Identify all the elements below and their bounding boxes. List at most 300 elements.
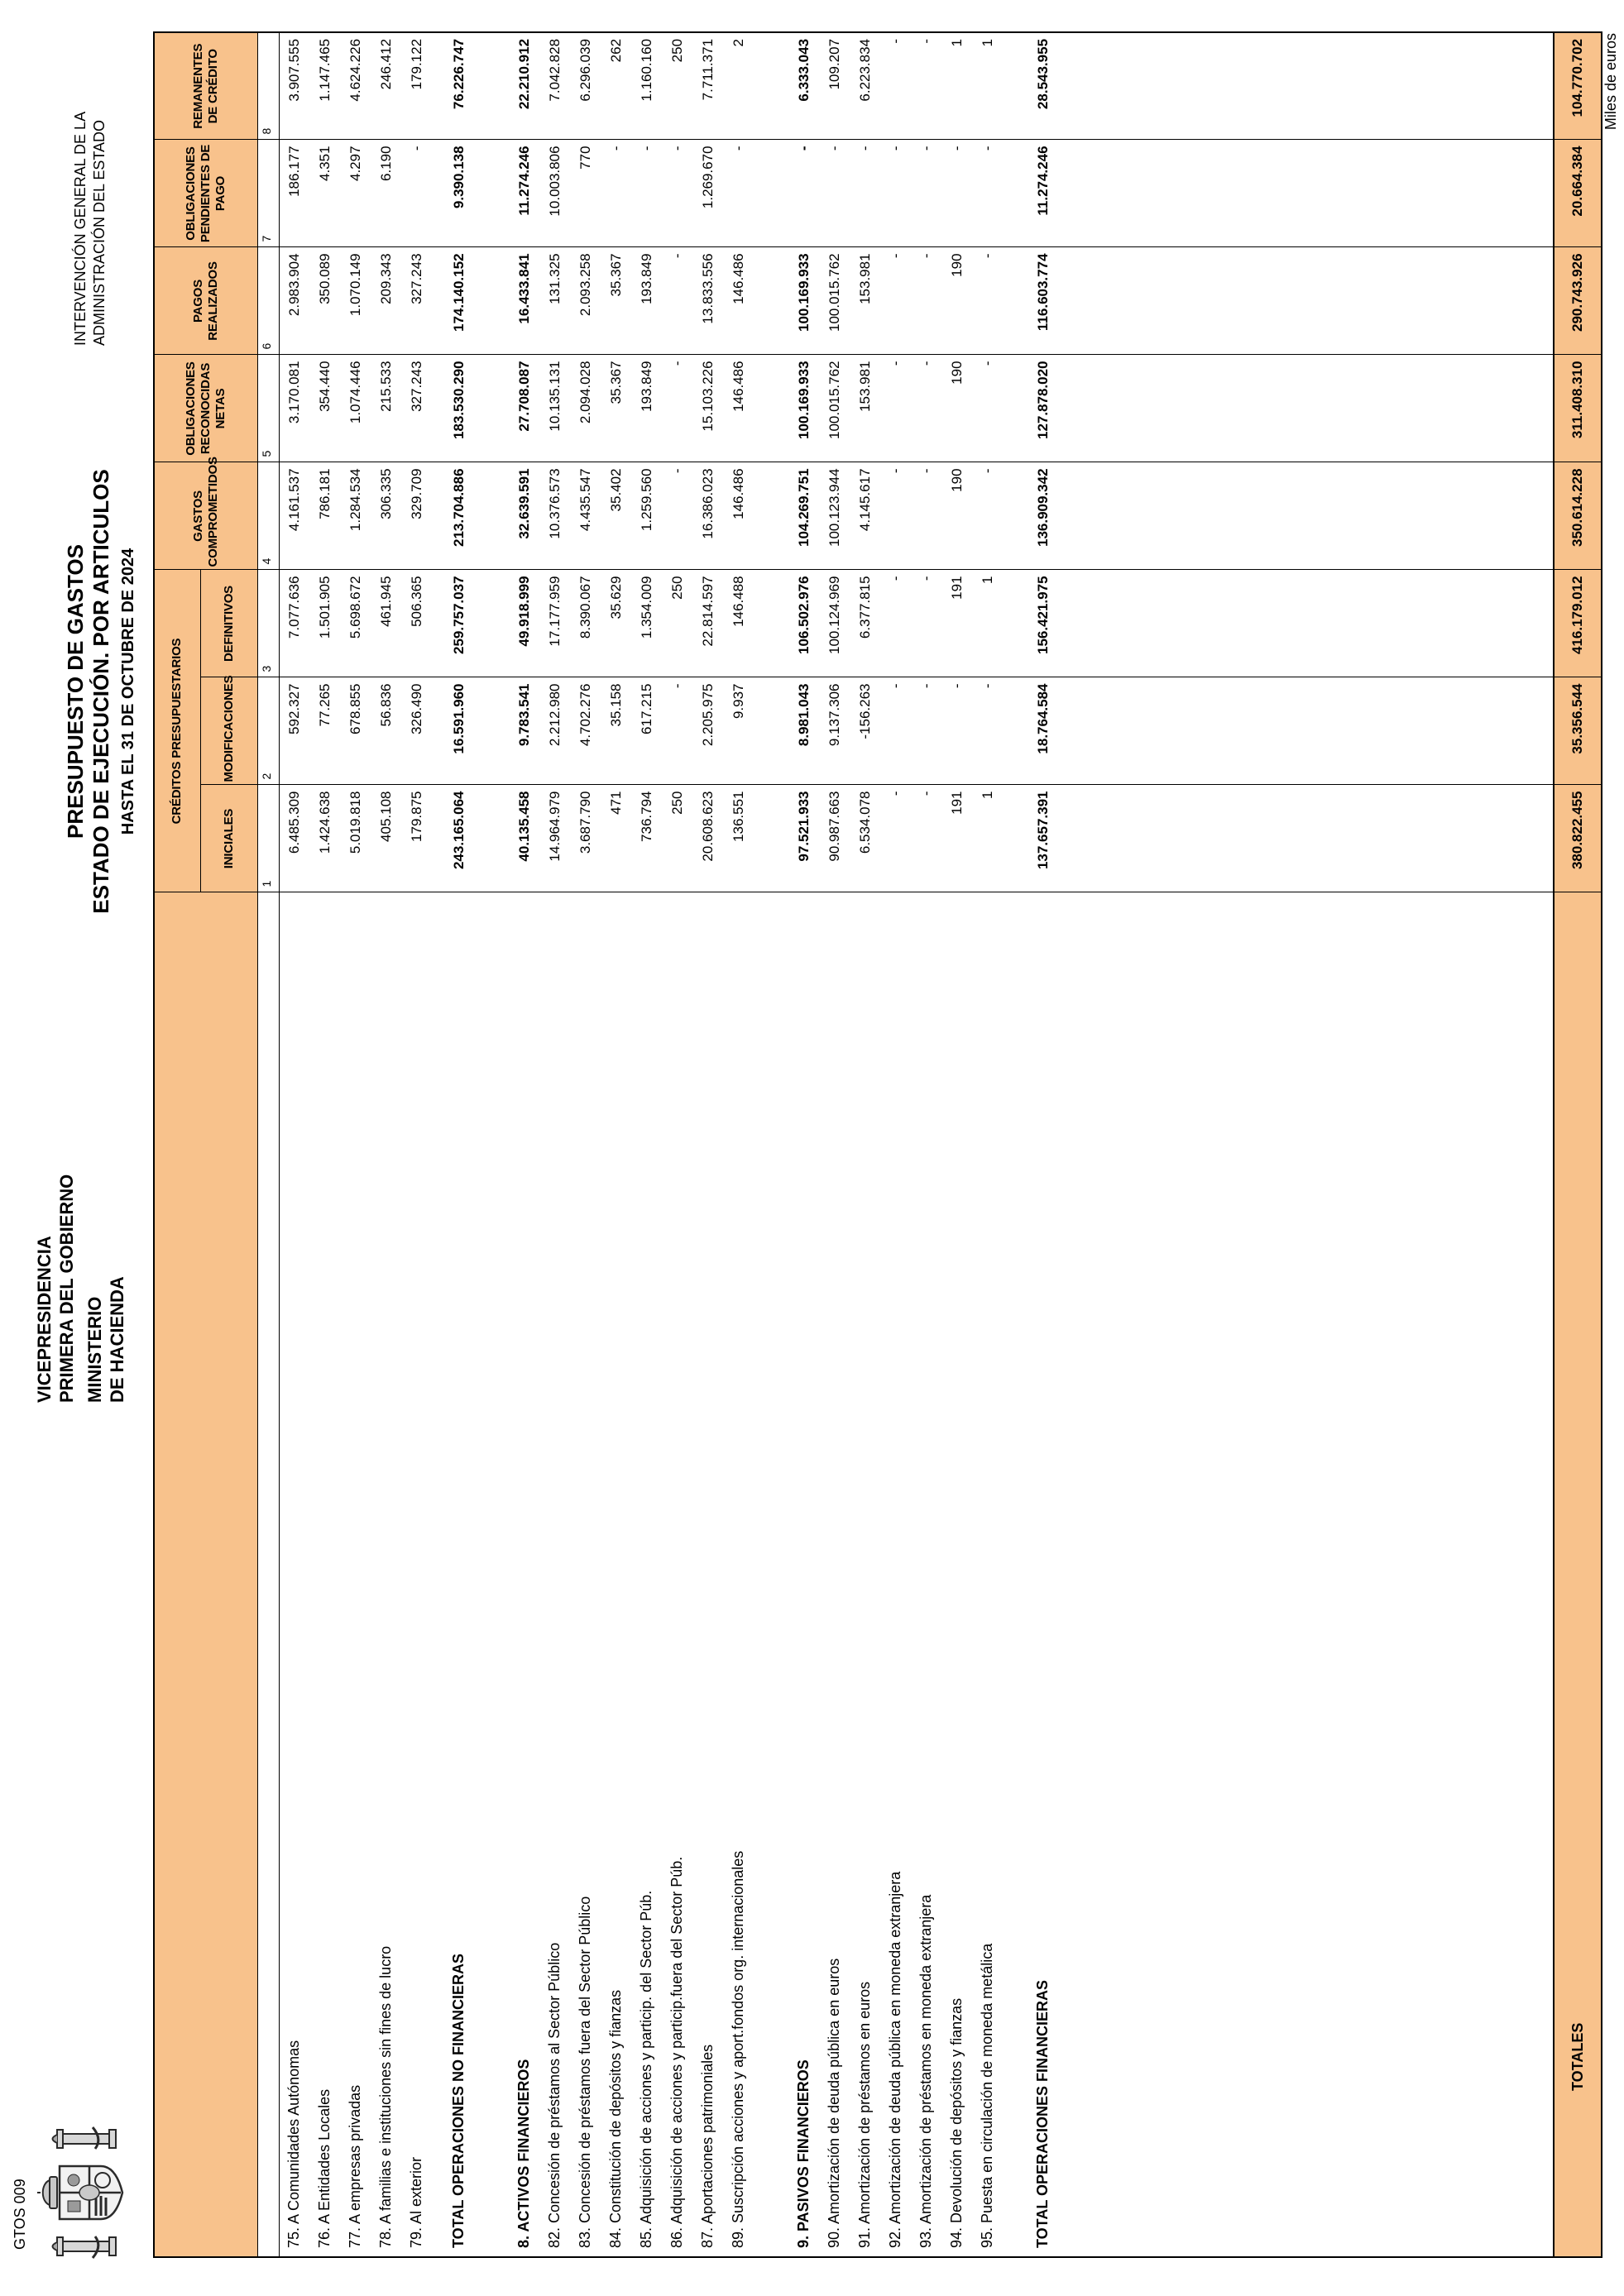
spacer-row [1003,32,1028,2257]
value-cell: 311.408.310 [1554,355,1602,462]
value-cell: 136.909.342 [1028,462,1058,570]
value-cell: - [880,140,911,247]
value-cell [474,140,509,247]
table-row [601,32,631,2257]
value-cell: 4.145.617 [850,462,880,570]
value-cell: 213.704.886 [443,462,474,570]
value-cell [432,140,443,247]
column-header-pagos-realizados: PAGOS REALIZADOS [154,247,257,355]
value-cell: 1.269.670 [692,140,723,247]
spacer-row [1058,32,1554,2257]
units-note: Miles de euros [1602,33,1619,131]
value-cell: 17.177.959 [539,570,570,677]
row-label: 82. Concesión de préstamos al Sector Público [539,892,570,2257]
value-cell: - [911,355,941,462]
ministry-line: MINISTERIO [84,1296,105,1403]
value-cell: - [941,677,972,785]
value-cell: 146.486 [723,462,754,570]
value-cell: 1.354.009 [631,570,662,677]
value-cell: 6.485.309 [279,785,309,892]
value-cell: - [850,140,880,247]
value-cell: - [723,140,754,247]
value-cell: 209.343 [371,247,401,355]
value-cell: - [880,677,911,785]
value-cell: 2.212.980 [539,677,570,785]
value-cell: 137.657.391 [1028,785,1058,892]
value-cell [432,355,443,462]
value-cell: 5.019.818 [340,785,371,892]
value-cell: 100.169.933 [788,247,819,355]
value-cell: 35.402 [601,462,631,570]
table-row [539,32,570,2257]
value-cell: 5.698.672 [340,570,371,677]
value-cell: 7.711.371 [692,32,723,140]
row-label: 90. Amortización de deuda pública en euros [819,892,850,2257]
value-cell [1058,570,1554,677]
row-label [754,892,788,2257]
value-cell [432,247,443,355]
value-cell: 6.377.815 [850,570,880,677]
value-cell: 35.158 [601,677,631,785]
value-cell: 4.351 [309,140,340,247]
value-cell: 4.297 [340,140,371,247]
value-cell: 7.042.828 [539,32,570,140]
value-cell: -156.263 [850,677,880,785]
value-cell: 1.501.905 [309,570,340,677]
value-cell [1003,785,1028,892]
value-cell [1058,785,1554,892]
table-row [631,32,662,2257]
value-cell: 350.614.228 [1554,462,1602,570]
value-cell: 678.855 [340,677,371,785]
value-cell: 6.296.039 [570,32,601,140]
value-cell: 380.822.455 [1554,785,1602,892]
value-cell [1058,677,1554,785]
column-header-obligaciones-reconocidas: OBLIGACIONES RECONOCIDAS NETAS [154,355,257,462]
value-cell [432,462,443,570]
value-cell: 786.181 [309,462,340,570]
value-cell: 104.269.751 [788,462,819,570]
desc-column-header [154,892,257,2257]
value-cell [1003,570,1028,677]
column-number: 4 [257,462,279,570]
value-cell: 1.284.534 [340,462,371,570]
value-cell: 4.624.226 [340,32,371,140]
value-cell: 6.223.834 [850,32,880,140]
value-cell: 191 [941,785,972,892]
value-cell: - [788,140,819,247]
value-cell [1058,462,1554,570]
value-cell: 35.367 [601,355,631,462]
value-cell [1003,462,1028,570]
value-cell: - [880,570,911,677]
value-cell: - [819,140,850,247]
value-cell: 2.093.258 [570,247,601,355]
corner-cell [257,892,279,2257]
value-cell: 32.639.591 [509,462,539,570]
value-cell: 6.534.078 [850,785,880,892]
row-label: 84. Constitución de depósitos y fianzas [601,892,631,2257]
igae-block [71,112,109,346]
value-cell: 104.770.702 [1554,32,1602,140]
value-cell: - [972,140,1003,247]
value-cell: 4.435.547 [570,462,601,570]
value-cell: 506.365 [401,570,432,677]
value-cell: 250 [662,32,692,140]
value-cell: 6.333.043 [788,32,819,140]
value-cell: 191 [941,570,972,677]
ministry-block [33,1174,128,1403]
value-cell: 190 [941,247,972,355]
value-cell: 10.003.806 [539,140,570,247]
table-row [692,32,723,2257]
value-cell: - [911,677,941,785]
table-row [972,32,1003,2257]
value-cell: 1.070.149 [340,247,371,355]
row-label [1003,892,1028,2257]
column-header-modificaciones: MODIFICACIONES [200,677,257,785]
column-number: 5 [257,355,279,462]
value-cell: 617.215 [631,677,662,785]
table-row [340,32,371,2257]
igae-line: ADMINISTRACIÓN DEL ESTADO [91,119,108,346]
value-cell: 109.207 [819,32,850,140]
value-cell: 100.123.944 [819,462,850,570]
value-cell [754,677,788,785]
table-row [309,32,340,2257]
row-label: TOTALES [1554,892,1602,2257]
ministry-line: VICEPRESIDENCIA [34,1236,55,1403]
title-line-3: HASTA EL 31 DE OCTUBRE DE 2024 [119,548,137,835]
value-cell: - [911,247,941,355]
value-cell [1003,32,1028,140]
value-cell: 179.875 [401,785,432,892]
value-cell [1003,247,1028,355]
value-cell: 215.533 [371,355,401,462]
value-cell: 100.015.762 [819,247,850,355]
value-cell: 250 [662,570,692,677]
value-cell: 9.137.306 [819,677,850,785]
value-cell: 127.878.020 [1028,355,1058,462]
value-cell: 9.783.541 [509,677,539,785]
value-cell [754,570,788,677]
value-cell [1003,677,1028,785]
value-cell: 14.964.979 [539,785,570,892]
value-cell [432,570,443,677]
value-cell [432,677,443,785]
table-row [941,32,972,2257]
value-cell [754,785,788,892]
value-cell: 4.702.276 [570,677,601,785]
value-cell: 2.094.028 [570,355,601,462]
value-cell [1003,140,1028,247]
table-row [819,32,850,2257]
value-cell: 35.629 [601,570,631,677]
value-cell: 350.089 [309,247,340,355]
budget-table [153,31,1602,2258]
row-label: TOTAL OPERACIONES FINANCIERAS [1028,892,1058,2257]
value-cell [474,355,509,462]
form-code: GTOS 009 [12,2179,28,2250]
value-cell: - [911,785,941,892]
row-label: 83. Concesión de préstamos fuera del Sector Público [570,892,601,2257]
value-cell: 100.015.762 [819,355,850,462]
value-cell: 40.135.458 [509,785,539,892]
value-cell: 16.386.023 [692,462,723,570]
value-cell: 1 [972,570,1003,677]
column-header-remanentes: REMANENTES DE CRÉDITO [154,32,257,140]
value-cell: 11.274.246 [1028,140,1058,247]
value-cell [1058,247,1554,355]
row-label: 75. A Comunidades Autónomas [279,892,309,2257]
column-numbers-row [257,32,279,2257]
table-row [788,32,819,2257]
value-cell: 106.502.976 [788,570,819,677]
value-cell: - [880,247,911,355]
value-cell: 262 [601,32,631,140]
value-cell: - [880,355,911,462]
value-cell: 20.664.384 [1554,140,1602,247]
column-header-gastos-comprometidos: GASTOS COMPROMETIDOS [154,462,257,570]
value-cell: 28.543.955 [1028,32,1058,140]
title-line-2: ESTADO DE EJECUCIÓN. POR ARTICULOS [89,469,113,914]
spacer-row [474,32,509,2257]
value-cell: 190 [941,355,972,462]
value-cell [754,32,788,140]
report-title [63,377,138,1006]
value-cell: - [662,140,692,247]
value-cell: 9.390.138 [443,140,474,247]
value-cell [474,785,509,892]
value-cell [754,462,788,570]
value-cell: 770 [570,140,601,247]
table-row [1554,32,1602,2257]
title-line-1: PRESUPUESTO DE GASTOS [63,544,88,839]
table-row [723,32,754,2257]
value-cell: 22.814.597 [692,570,723,677]
value-cell: - [972,677,1003,785]
row-label: 77. A empresas privadas [340,892,371,2257]
value-cell: - [880,462,911,570]
ministry-line: DE HACIENDA [107,1276,127,1403]
value-cell: - [631,140,662,247]
table-row [401,32,432,2257]
value-cell: 3.687.790 [570,785,601,892]
value-cell: 3.170.081 [279,355,309,462]
value-cell: 15.103.226 [692,355,723,462]
value-cell: 10.135.131 [539,355,570,462]
row-label: 9. PASIVOS FINANCIEROS [788,892,819,2257]
value-cell: 327.243 [401,247,432,355]
table-row [911,32,941,2257]
row-label: 93. Amortización de préstamos en moneda extranjera [911,892,941,2257]
value-cell: 116.603.774 [1028,247,1058,355]
value-cell: 35.356.544 [1554,677,1602,785]
value-cell: 77.265 [309,677,340,785]
value-cell: 56.836 [371,677,401,785]
value-cell: 76.226.747 [443,32,474,140]
value-cell [754,355,788,462]
value-cell [1003,355,1028,462]
value-cell: 97.521.933 [788,785,819,892]
spacer-row [432,32,443,2257]
value-cell: - [911,32,941,140]
table-row [662,32,692,2257]
row-label: 79. Al exterior [401,892,432,2257]
value-cell [474,462,509,570]
value-cell [474,570,509,677]
group-column-header: CRÉDITOS PRESUPUESTARIOS [154,570,200,892]
value-cell: - [911,462,941,570]
value-cell: - [662,355,692,462]
value-cell: 183.530.290 [443,355,474,462]
value-cell: 306.335 [371,462,401,570]
column-number: 3 [257,570,279,677]
value-cell: - [401,140,432,247]
value-cell: 6.190 [371,140,401,247]
value-cell: 471 [601,785,631,892]
row-label: 76. A Entidades Locales [309,892,340,2257]
value-cell: 1.424.638 [309,785,340,892]
column-number: 1 [257,785,279,892]
value-cell: 416.179.012 [1554,570,1602,677]
value-cell [474,247,509,355]
row-label [432,892,443,2257]
table-row [371,32,401,2257]
row-label: 95. Puesta en circulación de moneda metálica [972,892,1003,2257]
value-cell: 290.743.926 [1554,247,1602,355]
value-cell: 1.259.560 [631,462,662,570]
value-cell: - [911,140,941,247]
row-label: 87. Aportaciones patrimoniales [692,892,723,2257]
table-row [1028,32,1058,2257]
value-cell: 250 [662,785,692,892]
column-header-obligaciones-pendientes: OBLIGACIONES PENDIENTES DE PAGO [154,140,257,247]
value-cell: 146.486 [723,247,754,355]
value-cell: 186.177 [279,140,309,247]
table-row [570,32,601,2257]
igae-line: INTERVENCIÓN GENERAL DE LA [72,111,89,346]
value-cell: 16.591.960 [443,677,474,785]
row-label: 8. ACTIVOS FINANCIEROS [509,892,539,2257]
spacer-row [754,32,788,2257]
value-cell: 329.709 [401,462,432,570]
value-cell: 1.160.160 [631,32,662,140]
value-cell: 136.551 [723,785,754,892]
row-label: 92. Amortización de deuda pública en moneda extranjera [880,892,911,2257]
value-cell [1058,140,1554,247]
value-cell: 354.440 [309,355,340,462]
value-cell: 1 [941,32,972,140]
value-cell [474,677,509,785]
value-cell: 20.608.623 [692,785,723,892]
value-cell: 49.918.999 [509,570,539,677]
value-cell: 326.490 [401,677,432,785]
value-cell [474,32,509,140]
value-cell: 4.161.537 [279,462,309,570]
value-cell: 7.077.636 [279,570,309,677]
value-cell: - [662,462,692,570]
value-cell: 736.794 [631,785,662,892]
value-cell: 174.140.152 [443,247,474,355]
row-label: 78. A familias e instituciones sin fines de lucro [371,892,401,2257]
value-cell [1058,32,1554,140]
value-cell: 153.981 [850,355,880,462]
table-row [279,32,309,2257]
value-cell [432,32,443,140]
value-cell: 13.833.556 [692,247,723,355]
value-cell: 327.243 [401,355,432,462]
value-cell: 100.124.969 [819,570,850,677]
row-label [474,892,509,2257]
value-cell: 2 [723,32,754,140]
value-cell: - [911,570,941,677]
ministry-line: PRIMERA DEL GOBIERNO [56,1174,77,1403]
spain-coat-of-arms [36,2117,136,2268]
value-cell: - [662,677,692,785]
value-cell: 2.205.975 [692,677,723,785]
value-cell: 246.412 [371,32,401,140]
row-label: 89. Suscripción acciones y aport.fondos org. internacionales [723,892,754,2257]
value-cell: 27.708.087 [509,355,539,462]
value-cell: 179.122 [401,32,432,140]
value-cell [1058,355,1554,462]
table-row [850,32,880,2257]
value-cell: - [662,247,692,355]
value-cell: 35.367 [601,247,631,355]
value-cell: 90.987.663 [819,785,850,892]
value-cell: 153.981 [850,247,880,355]
value-cell: 22.210.912 [509,32,539,140]
value-cell: 16.433.841 [509,247,539,355]
value-cell: 193.849 [631,355,662,462]
value-cell: 131.325 [539,247,570,355]
value-cell: 1 [972,785,1003,892]
value-cell: 259.757.037 [443,570,474,677]
row-label: 94. Devolución de depósitos y fianzas [941,892,972,2257]
row-label: 85. Adquisición de acciones y particip. del Sector Púb. [631,892,662,2257]
value-cell: - [972,247,1003,355]
value-cell: 156.421.975 [1028,570,1058,677]
value-cell: - [972,355,1003,462]
value-cell: 11.274.246 [509,140,539,247]
table-row [443,32,474,2257]
value-cell: - [601,140,631,247]
value-cell: 1.147.465 [309,32,340,140]
column-number: 2 [257,677,279,785]
value-cell: 8.981.043 [788,677,819,785]
value-cell [754,140,788,247]
value-cell: 146.486 [723,355,754,462]
value-cell: 18.764.584 [1028,677,1058,785]
value-cell: 461.945 [371,570,401,677]
column-header-definitivos: DEFINITIVOS [200,570,257,677]
row-label: 91. Amortización de préstamos en euros [850,892,880,2257]
column-number: 8 [257,32,279,140]
value-cell: 9.937 [723,677,754,785]
value-cell: 193.849 [631,247,662,355]
value-cell: - [941,140,972,247]
value-cell: 1.074.446 [340,355,371,462]
value-cell: 405.108 [371,785,401,892]
value-cell: 243.165.064 [443,785,474,892]
row-label: TOTAL OPERACIONES NO FINANCIERAS [443,892,474,2257]
column-number: 6 [257,247,279,355]
column-number: 7 [257,140,279,247]
value-cell: 8.390.067 [570,570,601,677]
value-cell: 146.488 [723,570,754,677]
value-cell [432,785,443,892]
